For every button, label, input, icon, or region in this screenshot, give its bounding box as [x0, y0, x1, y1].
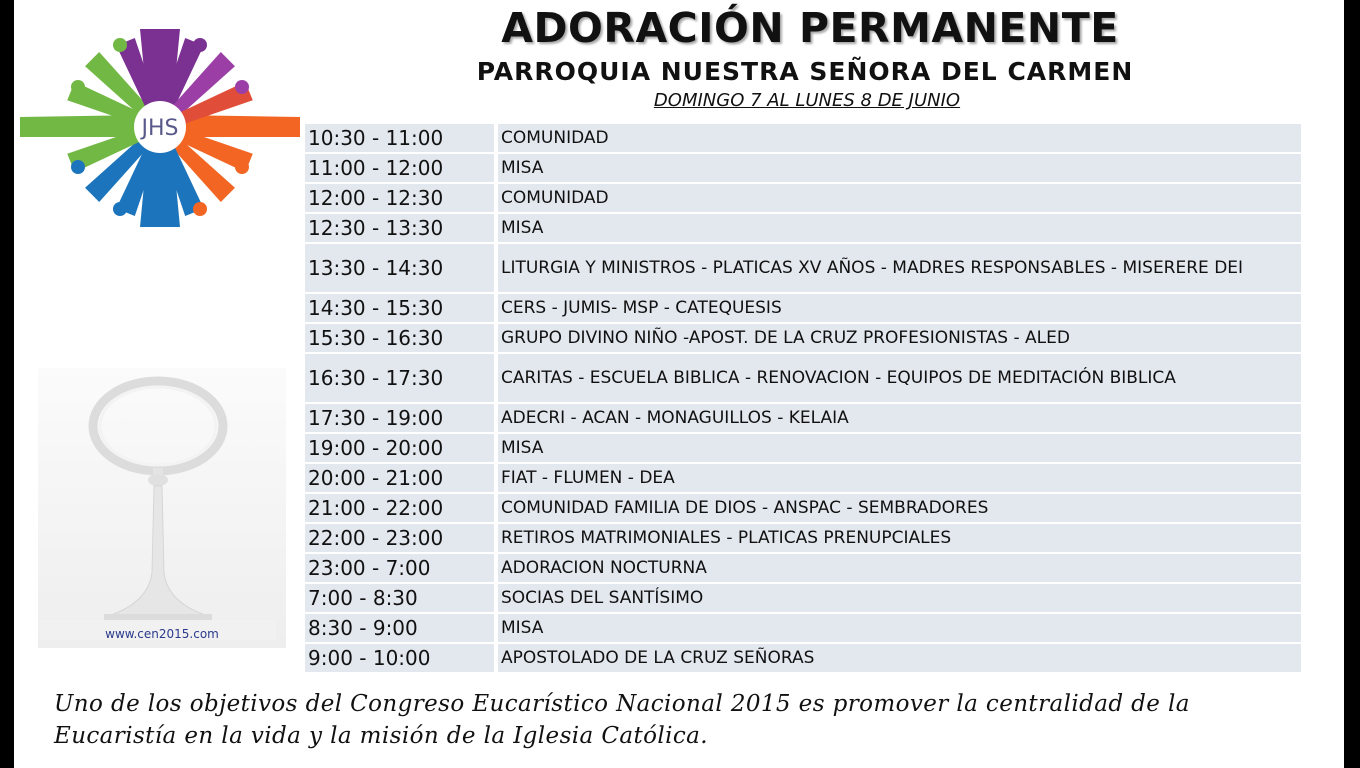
schedule-row: [305, 494, 1301, 522]
group-name: MISA: [498, 614, 1301, 642]
time-slot: 10:30 - 11:00: [305, 124, 498, 152]
schedule-row: [305, 124, 1301, 152]
group-name: COMUNIDAD: [498, 184, 1301, 212]
page-title: ADORACIÓN PERMANENTE: [501, 4, 1119, 52]
group-name: ADECRI - ACAN - MONAGUILLOS - KELAIA: [498, 404, 1301, 432]
time-slot: 8:30 - 9:00: [305, 614, 498, 642]
time-slot: 21:00 - 22:00: [305, 494, 498, 522]
group-name: MISA: [498, 214, 1301, 242]
group-name: APOSTOLADO DE LA CRUZ SEÑORAS: [498, 644, 1301, 672]
schedule-row: [305, 294, 1301, 322]
schedule-row: [305, 214, 1301, 242]
group-name: GRUPO DIVINO NIÑO -APOST. DE LA CRUZ PROFESIONISTAS - ALED: [498, 324, 1301, 352]
website-url: www.cen2015.com: [105, 627, 219, 641]
monstrance-icon: [38, 368, 286, 648]
schedule-row: [305, 554, 1301, 582]
time-slot: 7:00 - 8:30: [305, 584, 498, 612]
right-border: [1344, 0, 1360, 768]
jhs-logo: [14, 14, 306, 240]
time-slot: 12:30 - 13:30: [305, 214, 498, 242]
schedule-row: [305, 434, 1301, 462]
schedule-row: [305, 644, 1301, 672]
time-slot: 12:00 - 12:30: [305, 184, 498, 212]
group-name: MISA: [498, 154, 1301, 182]
parish-name: PARROQUIA NUESTRA SEÑORA DEL CARMEN: [476, 57, 1134, 86]
time-slot: 16:30 - 17:30: [305, 354, 498, 402]
left-border: [0, 0, 14, 768]
group-name: MISA: [498, 434, 1301, 462]
time-slot: 19:00 - 20:00: [305, 434, 498, 462]
schedule-table: [305, 122, 1301, 674]
time-slot: 11:00 - 12:00: [305, 154, 498, 182]
group-name: COMUNIDAD: [498, 124, 1301, 152]
schedule-row: [305, 184, 1301, 212]
time-slot: 20:00 - 21:00: [305, 464, 498, 492]
logo-text: JHS: [141, 116, 179, 141]
group-name: RETIROS MATRIMONIALES - PLATICAS PRENUPCIALES: [498, 524, 1301, 552]
time-slot: 9:00 - 10:00: [305, 644, 498, 672]
schedule-row: [305, 244, 1301, 292]
schedule-body: [305, 124, 1301, 672]
schedule-row: [305, 404, 1301, 432]
schedule-row: [305, 584, 1301, 612]
time-slot: 22:00 - 23:00: [305, 524, 498, 552]
group-name: CERS - JUMIS- MSP - CATEQUESIS: [498, 294, 1301, 322]
time-slot: 23:00 - 7:00: [305, 554, 498, 582]
time-slot: 13:30 - 14:30: [305, 244, 498, 292]
time-slot: 17:30 - 19:00: [305, 404, 498, 432]
group-name: SOCIAS DEL SANTÍSIMO: [498, 584, 1301, 612]
date-range: DOMINGO 7 AL LUNES 8 DE JUNIO: [653, 90, 961, 111]
group-name: FIAT - FLUMEN - DEA: [498, 464, 1301, 492]
monstrance-image: [38, 368, 286, 648]
schedule-row: [305, 614, 1301, 642]
schedule-row: [305, 524, 1301, 552]
schedule-row: [305, 324, 1301, 352]
group-name: LITURGIA Y MINISTROS - PLATICAS XV AÑOS - MADRES RESPONSABLES - MISERERE DEI: [498, 244, 1301, 292]
schedule-row: [305, 464, 1301, 492]
schedule-row: [305, 354, 1301, 402]
group-name: ADORACION NOCTURNA: [498, 554, 1301, 582]
time-slot: 14:30 - 15:30: [305, 294, 498, 322]
footer-quote: Uno de los objetivos del Congreso Eucarístico Nacional 2015 es promover la centralidad de la Eucaristía en la vida y la misión de la Iglesia Católica.: [54, 691, 1190, 749]
group-name: COMUNIDAD FAMILIA DE DIOS - ANSPAC - SEMBRADORES: [498, 494, 1301, 522]
schedule-row: [305, 154, 1301, 182]
group-name: CARITAS - ESCUELA BIBLICA - RENOVACION - EQUIPOS DE MEDITACIÓN BIBLICA: [498, 354, 1301, 402]
time-slot: 15:30 - 16:30: [305, 324, 498, 352]
